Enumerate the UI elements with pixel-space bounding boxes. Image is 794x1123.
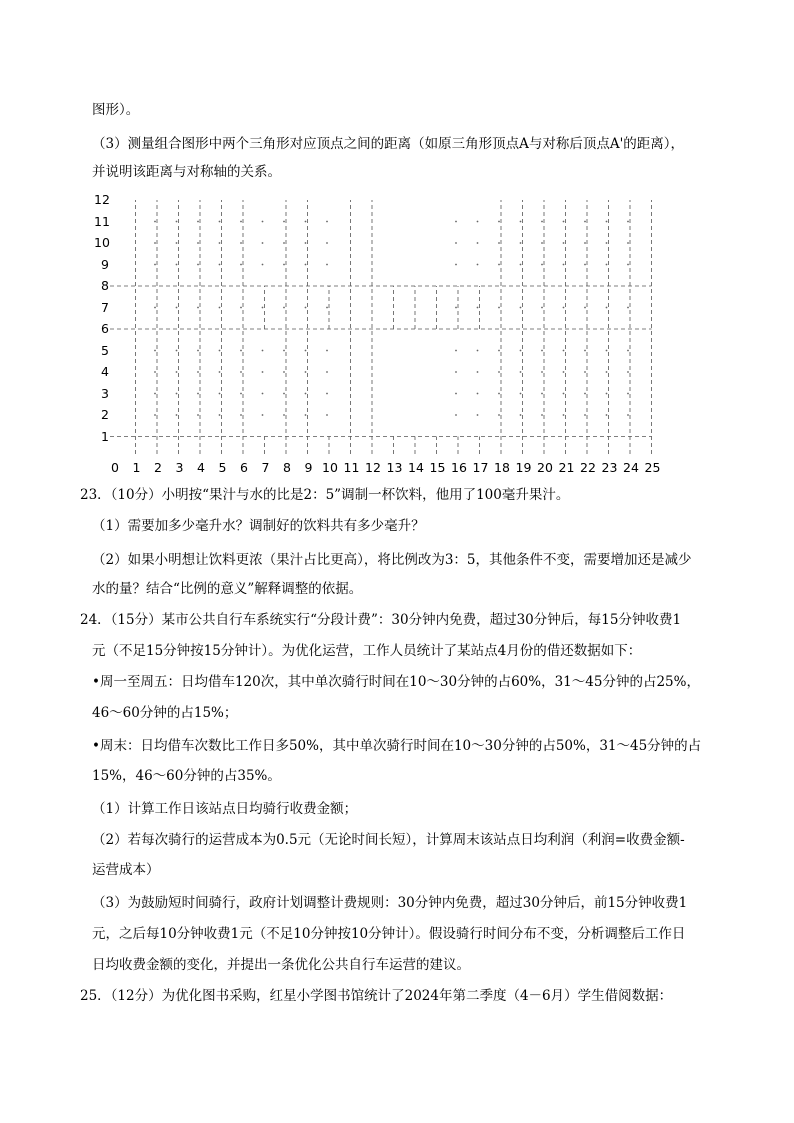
x-tick-label: 1 xyxy=(132,460,141,475)
grid-dot xyxy=(455,264,457,266)
grid-dot xyxy=(176,371,178,373)
grid-dot xyxy=(197,264,199,266)
grid-dot xyxy=(563,264,565,266)
grid-dot xyxy=(584,307,586,309)
grid-dot xyxy=(240,221,242,223)
y-tick-label: 7 xyxy=(101,299,109,315)
grid-dot xyxy=(627,393,629,395)
grid-dot xyxy=(197,350,199,352)
grid-dot xyxy=(283,350,285,352)
grid-dot xyxy=(326,350,328,352)
grid-dot xyxy=(563,371,565,373)
q24-line-12: 日均收费金额的变化，并提出一条优化公共自行车运营的建议。 xyxy=(92,957,470,973)
grid-dot xyxy=(584,414,586,416)
grid-dot xyxy=(197,393,199,395)
grid-dot xyxy=(176,307,178,309)
grid-dot xyxy=(541,393,543,395)
grid-dot xyxy=(498,221,500,223)
grid-dot xyxy=(154,264,156,266)
grid-dot xyxy=(219,264,221,266)
grid-dot xyxy=(541,221,543,223)
y-tick-label: 3 xyxy=(101,385,109,401)
grid-dot xyxy=(283,393,285,395)
grid-dot xyxy=(627,371,629,373)
grid-dot xyxy=(563,350,565,352)
x-tick-label: 4 xyxy=(197,460,205,475)
grid-dot xyxy=(520,350,522,352)
grid-dot xyxy=(563,414,565,416)
grid-dot xyxy=(606,264,608,266)
grid-dot xyxy=(240,264,242,266)
grid-dot xyxy=(326,221,328,223)
x-tick-label: 23 xyxy=(601,460,618,475)
grid-dot xyxy=(176,414,178,416)
grid-dot xyxy=(262,221,264,223)
x-tick-label: 19 xyxy=(515,460,532,475)
grid-dot xyxy=(520,242,522,244)
grid-dot xyxy=(219,221,221,223)
y-tick-label: 2 xyxy=(101,407,109,422)
grid-dot xyxy=(240,242,242,244)
grid-dot xyxy=(283,242,285,244)
grid-dot xyxy=(262,307,264,309)
grid-dot xyxy=(262,371,264,373)
grid-dot xyxy=(154,371,156,373)
grid-dot xyxy=(154,414,156,416)
x-tick-label: 8 xyxy=(283,460,291,475)
grid-dot xyxy=(283,221,285,223)
grid-dot xyxy=(305,221,307,223)
x-tick-label: 16 xyxy=(451,460,467,475)
grid-dot xyxy=(262,242,264,244)
x-tick-label: 5 xyxy=(218,460,227,475)
y-tick-label: 12 xyxy=(94,192,110,207)
grid-dot xyxy=(477,264,479,266)
grid-dot xyxy=(520,393,522,395)
grid-dot xyxy=(305,393,307,395)
y-tick-label: 11 xyxy=(94,213,110,229)
grid-dot xyxy=(627,414,629,416)
grid-dot xyxy=(520,264,522,266)
grid-dot xyxy=(498,242,500,244)
x-tick-label: 25 xyxy=(644,460,661,475)
grid-dot xyxy=(154,242,156,244)
grid-dot xyxy=(197,307,199,309)
q22-line-1: 图形）。 xyxy=(92,102,140,118)
grid-dot xyxy=(262,414,264,416)
grid-dot xyxy=(326,307,328,309)
q24-line-1: 24．（15分）某市公共自行车系统实行“分段计费”：30分钟内免费，超过30分钟后，每15分钟收费1 xyxy=(80,612,682,628)
x-tick-label: 12 xyxy=(365,460,381,475)
grid-dot xyxy=(262,264,264,266)
grid-dot xyxy=(455,393,457,395)
grid-dot xyxy=(520,221,522,223)
grid-dot xyxy=(240,393,242,395)
y-tick-label: 8 xyxy=(101,278,109,293)
grid-dot xyxy=(176,221,178,223)
grid-dot xyxy=(606,307,608,309)
grid-dot xyxy=(219,414,221,416)
y-tick-label: 5 xyxy=(101,342,109,358)
q24-line-9: 运营成本） xyxy=(92,862,160,878)
x-tick-label: 9 xyxy=(304,460,313,475)
grid-dot xyxy=(606,414,608,416)
grid-dot xyxy=(154,221,156,223)
x-tick-label: 21 xyxy=(558,460,575,475)
q24-line-5: •周末：日均借车次数比工作日多50%，其中单次骑行时间在10～30分钟的占50%，31～45分钟的占 xyxy=(92,738,702,754)
grid-dot xyxy=(240,371,242,373)
x-tick-label: 7 xyxy=(261,460,270,475)
y-tick-label: 9 xyxy=(101,256,109,272)
grid-dot xyxy=(197,414,199,416)
grid-dot xyxy=(627,242,629,244)
q24-line-4: 46～60分钟的占15%； xyxy=(92,705,238,721)
grid-dots xyxy=(154,221,629,416)
grid-dot xyxy=(455,242,457,244)
grid-dot xyxy=(154,307,156,309)
grid-dot xyxy=(584,371,586,373)
grid-dot xyxy=(176,350,178,352)
grid-dot xyxy=(305,414,307,416)
q23-line-2: （1）需要加多少毫升水？调制好的饮料共有多少毫升？ xyxy=(92,518,425,534)
grid-dot xyxy=(455,307,457,309)
grid-dot xyxy=(197,371,199,373)
q24-line-8: （2）若每次骑行的运营成本为0.5元（无论时间长短），计算周末该站点日均利润（利润=收费金额- xyxy=(92,832,685,848)
grid-dot xyxy=(455,350,457,352)
grid-dot xyxy=(219,371,221,373)
grid-dot xyxy=(606,371,608,373)
grid-dot xyxy=(176,393,178,395)
grid-dot xyxy=(219,350,221,352)
grid-dot xyxy=(176,264,178,266)
grid-dot xyxy=(520,414,522,416)
grid-dot xyxy=(563,307,565,309)
grid-dot xyxy=(627,221,629,223)
grid-dot xyxy=(520,307,522,309)
grid-dot xyxy=(219,393,221,395)
x-tick-label: 15 xyxy=(429,460,446,475)
grid-dot xyxy=(283,307,285,309)
grid-dot xyxy=(326,393,328,395)
grid-dot xyxy=(498,393,500,395)
grid-dot xyxy=(477,371,479,373)
q24-line-10: （3）为鼓励短时间骑行，政府计划调整计费规则：30分钟内免费，超过30分钟后，前15分钟收费1 xyxy=(92,895,688,911)
grid-dot xyxy=(326,414,328,416)
grid-dot xyxy=(326,371,328,373)
x-tick-label: 2 xyxy=(154,460,162,475)
grid-dot xyxy=(154,350,156,352)
q23-line-1: 23．（10分）小明按“果汁与水的比是2：5”调制一杯饮料，他用了100毫升果汁。 xyxy=(80,487,570,503)
grid-dot xyxy=(563,393,565,395)
x-tick-label: 14 xyxy=(408,460,424,475)
grid-dot xyxy=(606,350,608,352)
grid-dot xyxy=(541,371,543,373)
q24-line-3: •周一至周五：日均借车120次，其中单次骑行时间在10～30分钟的占60%，31～45分钟的占25%， xyxy=(92,674,700,690)
grid-dot xyxy=(283,371,285,373)
grid-dot xyxy=(541,350,543,352)
x-tick-label: 24 xyxy=(623,460,639,475)
grid-dot xyxy=(176,242,178,244)
grid-dot xyxy=(627,350,629,352)
q23-line-3: （2）如果小明想让饮料更浓（果汁占比更高），将比例改为3：5，其他条件不变，需要增加还是减少 xyxy=(92,552,692,568)
x-tick-label: 18 xyxy=(494,460,510,475)
grid-dot xyxy=(326,242,328,244)
grid-dot xyxy=(541,264,543,266)
grid-dot xyxy=(197,242,199,244)
grid-dot xyxy=(477,414,479,416)
grid-dot xyxy=(305,371,307,373)
grid-dot xyxy=(262,350,264,352)
grid-dot xyxy=(326,264,328,266)
grid-dot xyxy=(584,350,586,352)
grid-dot xyxy=(283,414,285,416)
x-tick-label: 17 xyxy=(472,460,489,475)
grid-dot xyxy=(606,221,608,223)
q24-line-7: （1）计算工作日该站点日均骑行收费金额； xyxy=(92,801,358,817)
grid-dot xyxy=(455,414,457,416)
x-tick-label: 11 xyxy=(343,460,360,475)
x-tick-label: 20 xyxy=(537,460,553,475)
grid-dot xyxy=(584,393,586,395)
grid-dot xyxy=(563,242,565,244)
grid-dot xyxy=(455,221,457,223)
coordinate-grid xyxy=(0,0,794,480)
x-tick-label: 10 xyxy=(322,460,338,475)
grid-dot xyxy=(498,350,500,352)
grid-dot xyxy=(455,371,457,373)
q25-line-1: 25．（12分）为优化图书采购，红星小学图书馆统计了2024年第二季度（4－6月）学生借阅数据： xyxy=(80,988,673,1004)
grid-dot xyxy=(606,242,608,244)
grid-dot xyxy=(584,264,586,266)
grid-dot xyxy=(477,393,479,395)
y-tick-label: 6 xyxy=(101,321,109,336)
grid-dot xyxy=(154,393,156,395)
grid-dot xyxy=(477,242,479,244)
q24-line-6: 15%，46～60分钟的占35%。 xyxy=(92,768,281,784)
x-tick-label: 6 xyxy=(240,460,248,475)
grid-dot xyxy=(606,393,608,395)
grid-dot xyxy=(262,393,264,395)
grid-dot xyxy=(520,371,522,373)
grid-dot xyxy=(477,307,479,309)
grid-dot xyxy=(627,307,629,309)
y-tick-label: 1 xyxy=(101,428,109,444)
q24-line-11: 元，之后每10分钟收费1元（不足10分钟按10分钟计）。假设骑行时间分布不变，分析调整后工作日 xyxy=(92,926,686,942)
grid-dot xyxy=(305,307,307,309)
grid-dot xyxy=(541,242,543,244)
grid-dot xyxy=(498,307,500,309)
x-tick-label: 22 xyxy=(580,460,596,475)
grid-lines xyxy=(110,200,652,454)
q24-line-2: 元（不足15分钟按15分钟计）。为优化运营，工作人员统计了某站点4月份的借还数据如下： xyxy=(92,643,642,659)
grid-dot xyxy=(477,350,479,352)
grid-dot xyxy=(219,307,221,309)
x-tick-label: 13 xyxy=(386,460,403,475)
grid-dot xyxy=(541,307,543,309)
grid-dot xyxy=(305,242,307,244)
grid-dot xyxy=(305,264,307,266)
grid-dot xyxy=(283,264,285,266)
grid-dot xyxy=(541,414,543,416)
y-tick-label: 4 xyxy=(101,364,109,379)
grid-dot xyxy=(584,242,586,244)
q23-line-4: 水的量？结合“比例的意义”解释调整的依据。 xyxy=(92,581,363,597)
grid-dot xyxy=(498,371,500,373)
grid-dot xyxy=(498,414,500,416)
grid-dot xyxy=(584,221,586,223)
grid-dot xyxy=(627,264,629,266)
grid-dot xyxy=(219,242,221,244)
grid-dot xyxy=(498,264,500,266)
x-tick-label: 0 xyxy=(111,460,119,475)
q22-line-2: （3）测量组合图形中两个三角形对应顶点之间的距离（如原三角形顶点A与对称后顶点A'的距离）， xyxy=(92,136,685,152)
grid-dot xyxy=(240,307,242,309)
grid-dot xyxy=(240,350,242,352)
grid-dot xyxy=(305,350,307,352)
y-tick-label: 10 xyxy=(94,235,110,250)
grid-dot xyxy=(197,221,199,223)
grid-dot xyxy=(563,221,565,223)
grid-dot xyxy=(477,221,479,223)
q22-line-3: 并说明该距离与对称轴的关系。 xyxy=(92,164,281,180)
x-tick-label: 3 xyxy=(175,460,184,475)
grid-dot xyxy=(240,414,242,416)
